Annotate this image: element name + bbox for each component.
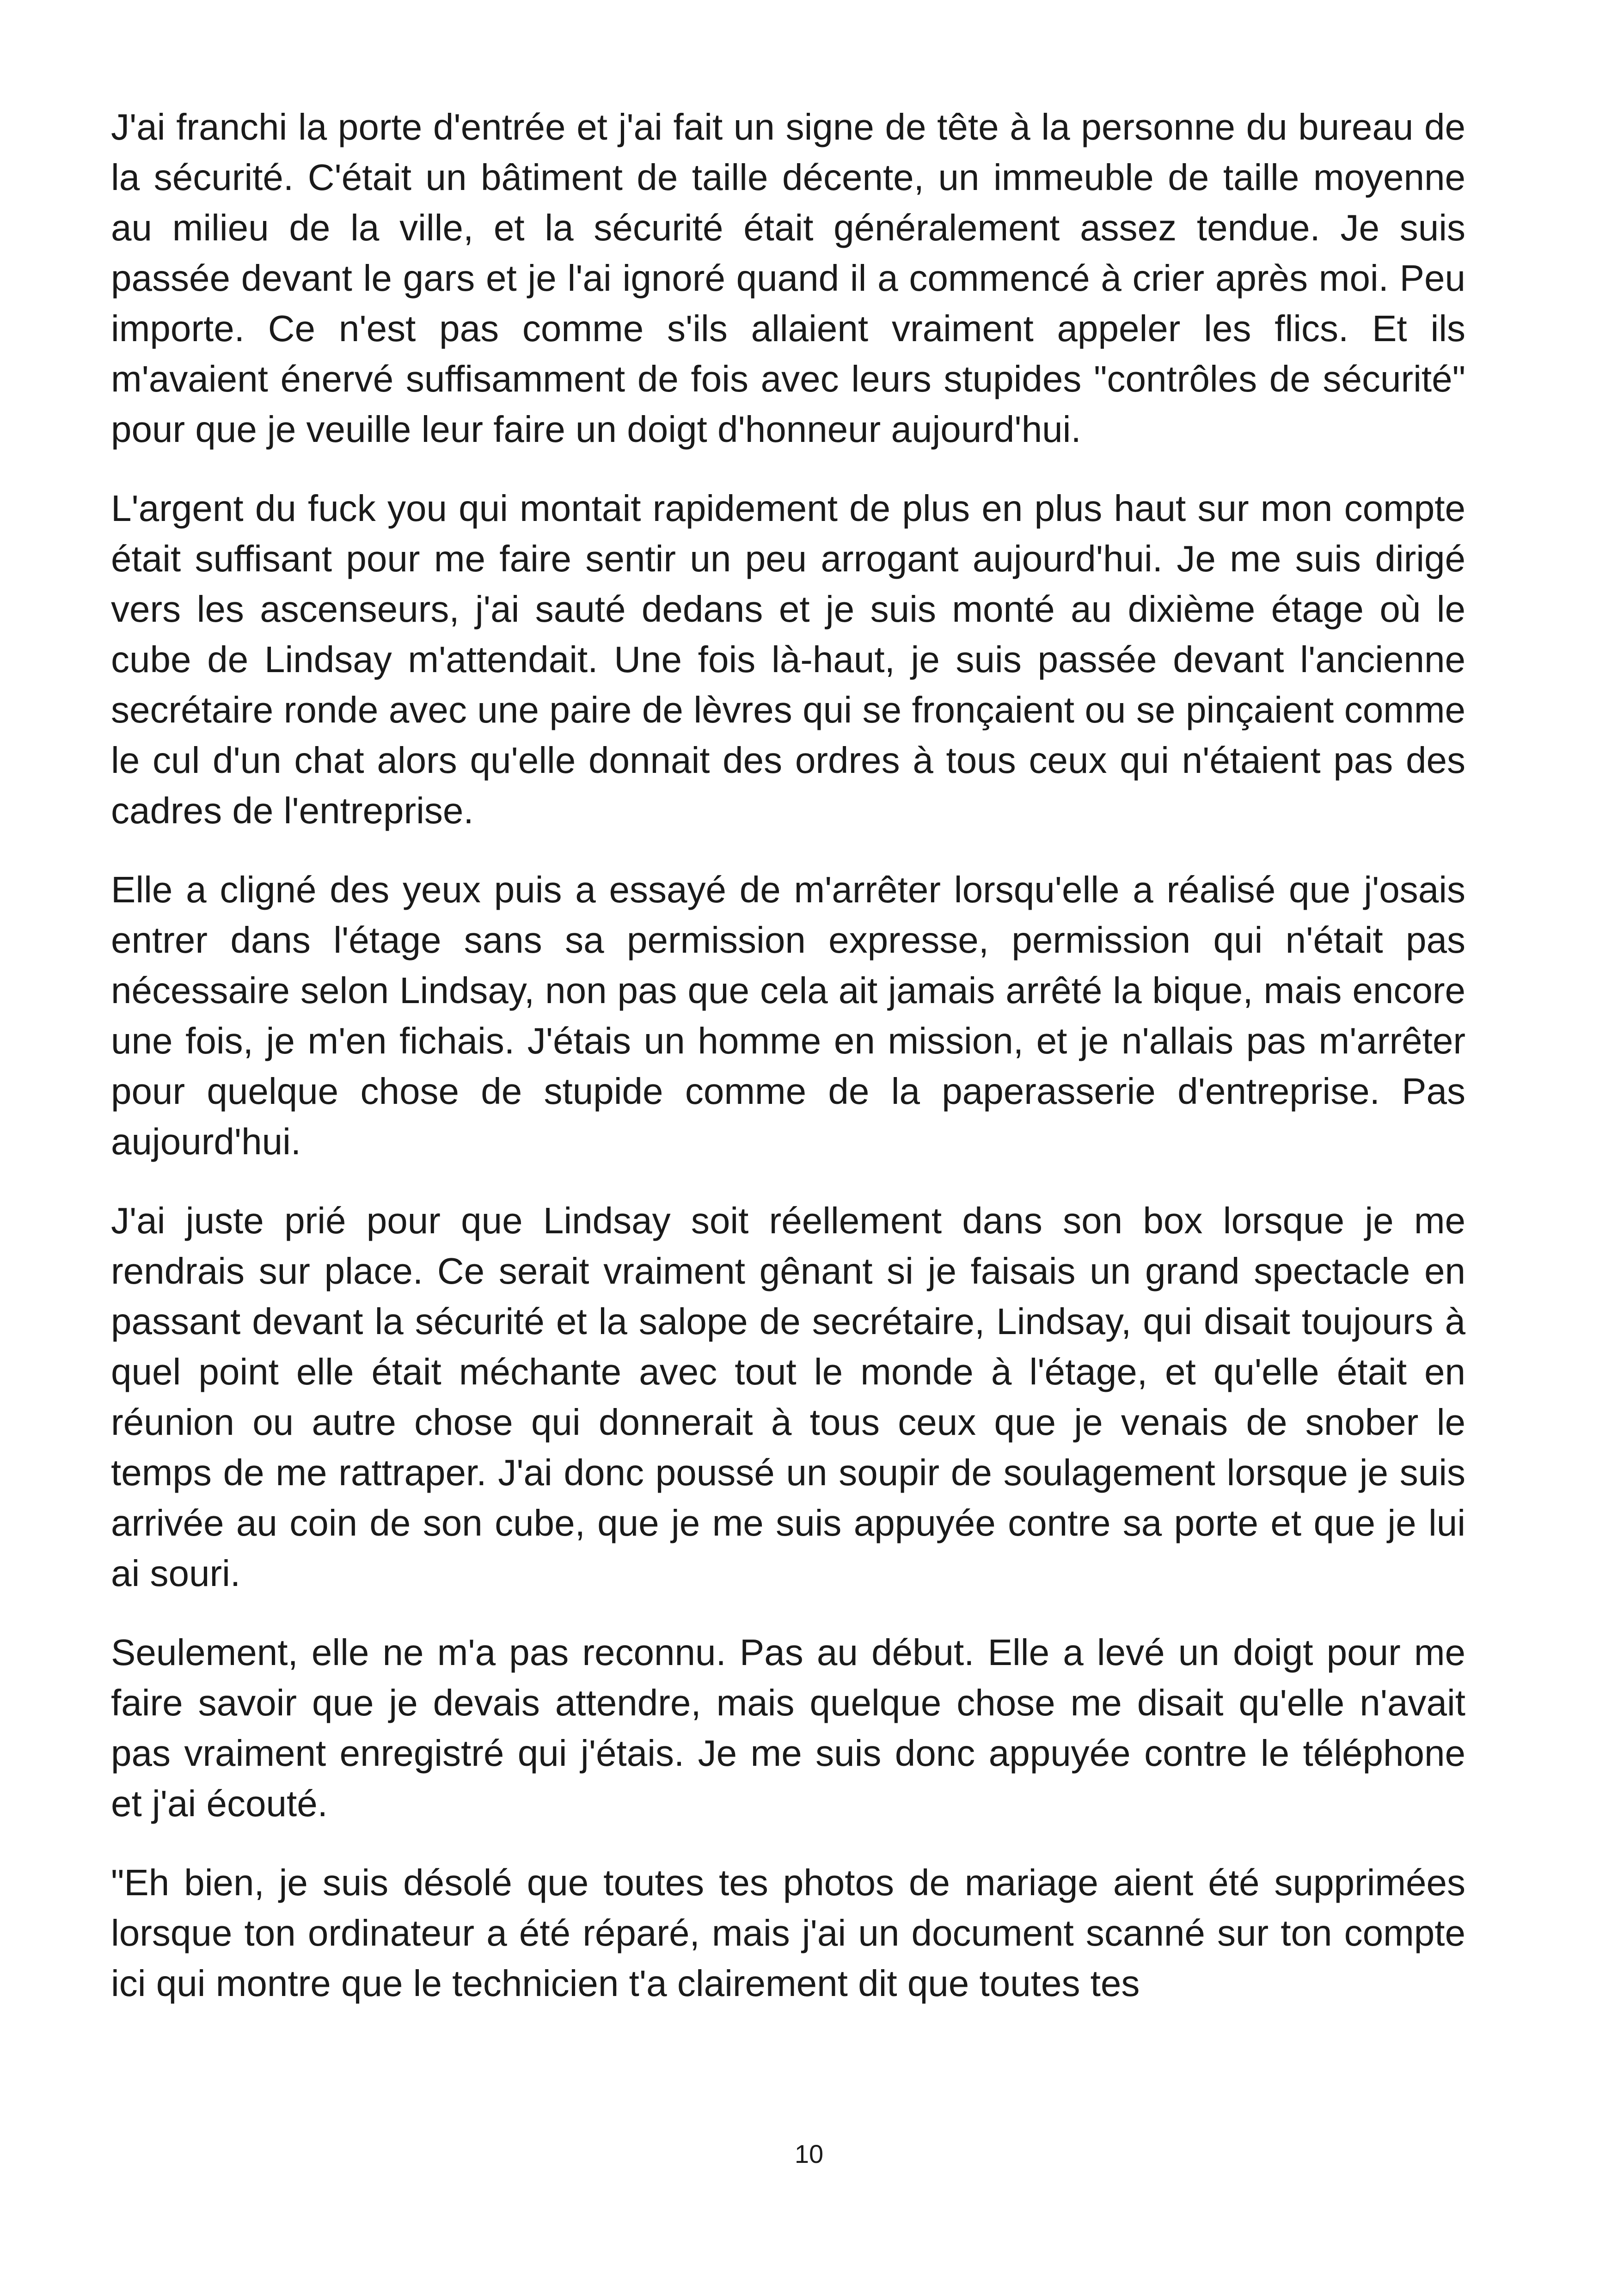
paragraph-4: J'ai juste prié pour que Lindsay soit réellement dans son box lorsque je me rendrais sur place. Ce serait vraiment gênant si je faisais un grand spectacle en passant devant la sécurité et la salope de secrétaire, Lindsay, qui disait toujours à quel point elle était méchante avec tout le monde à l'étage, et qu'elle était en réunion ou autre chose qui donnerait à tous ceux que je venais de snober le temps de me rattraper. J'ai donc poussé un soupir de soulagement lorsque je suis arrivée au coin de son cube, que je me suis appuyée contre sa porte et que je lui ai souri. bbox=[111, 1200, 1465, 1594]
page-number: 10 bbox=[794, 2139, 824, 2168]
paragraph-2: L'argent du fuck you qui montait rapidement de plus en plus haut sur mon compte était suffisant pour me faire sentir un peu arrogant aujourd'hui. Je me suis dirigé vers les ascenseurs, j'ai sauté dedans et je suis monté au dixième étage où le cube de Lindsay m'attendait. Une fois là-haut, je suis passée devant l'ancienne secrétaire ronde avec une paire de lèvres qui se fronçaient ou se pinçaient comme le cul d'un chat alors qu'elle donnait des ordres à tous ceux qui n'étaient pas des cadres de l'entreprise. bbox=[111, 488, 1465, 831]
body-text bbox=[111, 102, 1465, 2037]
paragraph-5: Seulement, elle ne m'a pas reconnu. Pas au début. Elle a levé un doigt pour me faire savoir que je devais attendre, mais quelque chose me disait qu'elle n'avait pas vraiment enregistré qui j'étais. Je me suis donc appuyée contre le téléphone et j'ai écouté. bbox=[111, 1632, 1465, 1824]
paragraph-6: "Eh bien, je suis désolé que toutes tes photos de mariage aient été supprimées lorsque ton ordinateur a été réparé, mais j'ai un document scanné sur ton compte ici qui montre que le technicien t'a clairement dit que toutes tes bbox=[111, 1862, 1465, 2004]
paragraph-1: J'ai franchi la porte d'entrée et j'ai fait un signe de tête à la personne du bureau de la sécurité. C'était un bâtiment de taille décente, un immeuble de taille moyenne au milieu de la ville, et la sécurité était généralement assez tendue. Je suis passée devant le gars et je l'ai ignoré quand il a commencé à crier après moi. Peu importe. Ce n'est pas comme s'ils allaient vraiment appeler les flics. Et ils m'avaient énervé suffisamment de fois avec leurs stupides "contrôles de sécurité" pour que je veuille leur faire un doigt d'honneur aujourd'hui. bbox=[111, 106, 1465, 450]
paragraph-3: Elle a cligné des yeux puis a essayé de m'arrêter lorsqu'elle a réalisé que j'osais entrer dans l'étage sans sa permission expresse, permission qui n'était pas nécessaire selon Lindsay, non pas que cela ait jamais arrêté la bique, mais encore une fois, je m'en fichais. J'étais un homme en mission, et je n'allais pas m'arrêter pour quelque chose de stupide comme de la paperasserie d'entreprise. Pas aujourd'hui. bbox=[111, 869, 1465, 1162]
